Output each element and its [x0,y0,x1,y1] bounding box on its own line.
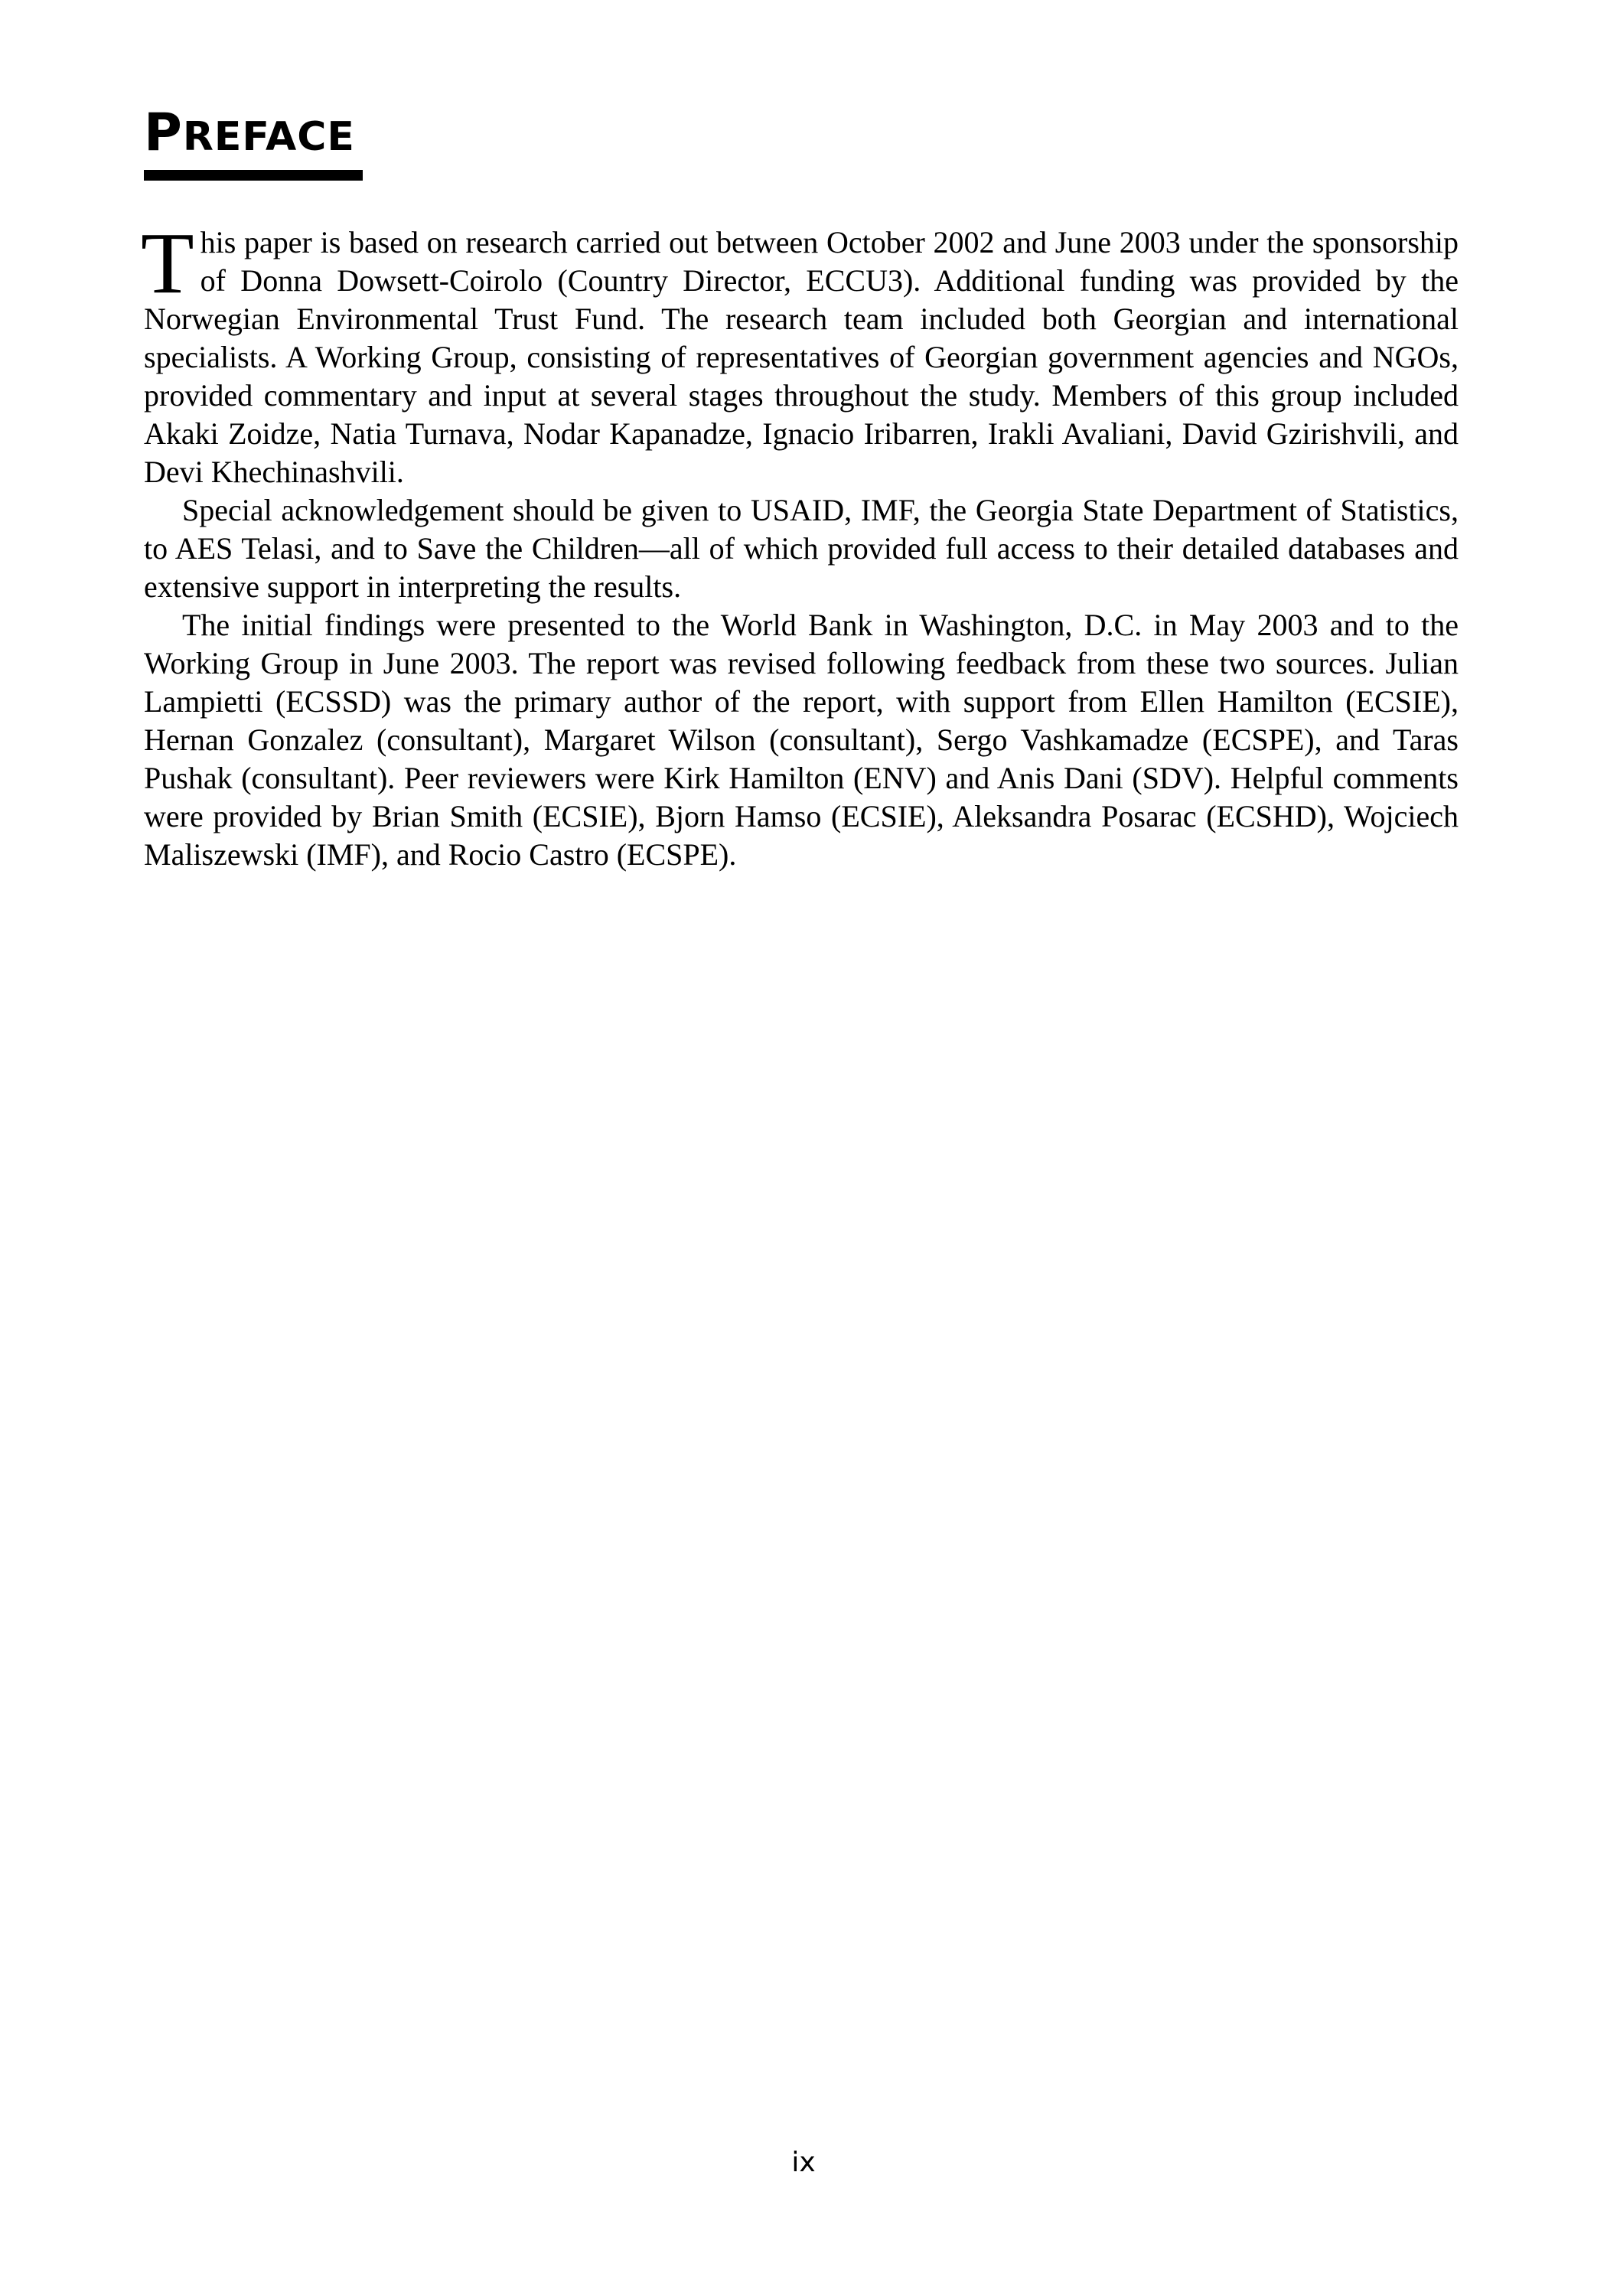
page-title-initial: P [144,103,183,163]
page-number: ix [791,2147,816,2178]
paragraph-1 [141,214,1459,491]
drop-cap: T [141,214,194,311]
paragraph-2: Special acknowledgement should be given to USAID, IMF, the Georgia State Department of Statistics, to AES Telasi, and to Save the Children—all of which provided full access to their detailed databases and extensive support in interpreting the results. [144,493,1459,604]
page-title-rest: REFACE [182,114,355,160]
page-title [144,103,355,163]
preface-body [141,214,1459,874]
title-underline-rule [144,170,363,181]
paragraph-3: The initial findings were presented to the World Bank in Washington, D.C. in May 2003 and to the Working Group in June 2003. The report was revised following feedback from these two sources. Julian Lampietti (ECSSD) was the primary author of the report, with support from Ellen Hamilton (ECSIE), Hernan Gonzalez (consultant), Margaret Wilson (consultant), Sergo Vashkamadze (ECSPE), and Taras Pushak (consultant). Peer reviewers were Kirk Hamilton (ENV) and Anis Dani (SDV). Helpful comments were provided by Brian Smith (ECSIE), Bjorn Hamso (ECSIE), Aleksandra Posarac (ECSHD), Wojciech Maliszewski (IMF), and Rocio Castro (ECSPE). [144,608,1459,872]
paragraph-1-text: his paper is based on research carried out between October 2002 and June 2003 under the sponsorship of Donna Dowsett-Coirolo (Country Director, ECCU3). Additional funding was provided by the Norwegian Environmental Trust Fund. The research team included both Georgian and international specialists. A Working Group, consisting of representatives of Georgian government agencies and NGOs, provided commentary and input at several stages throughout the study. Members of this group included Akaki Zoidze, Natia Turnava, Nodar Kapanadze, Ignacio Iribarren, Irakli Avaliani, David Gzirishvili, and Devi Khechinashvili. [144,225,1459,489]
